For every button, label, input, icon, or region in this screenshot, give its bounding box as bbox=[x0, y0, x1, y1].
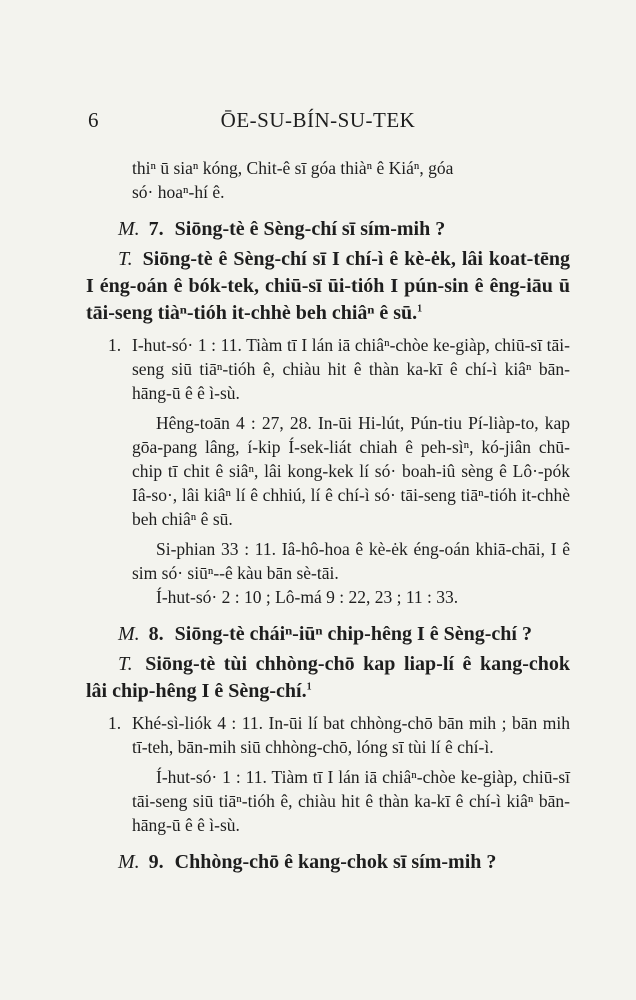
page-header bbox=[88, 108, 548, 138]
question-number: 9. bbox=[148, 851, 164, 873]
question-text: Chhòng-chō ê kang-chok sī sím-mih ? bbox=[174, 851, 497, 873]
ref-text: Khé-sì-liók 4 : 11. In-ūi lí bat chhòng-chō bān mih ; bān mih tī-teh, bān-mih siū chhòng-chō, lóng sī tùi lí ê chí-ì. bbox=[132, 713, 570, 757]
question-label: M. bbox=[118, 623, 140, 645]
scripture-ref-7-2: Hêng-toān 4 : 27, 28. In-ūi Hi-lút, Pún-tiu Pí-liàp-to, kap gōa-pang lâng, í-kip Í-sek-liát chiah ê peh-sìⁿ, kó-jiân chū-chip tī chit ê siâⁿ, lâi kong-kek lí só· boah-iû sèng ê Lô·-pók Iâ-so·, lâi kiâⁿ lí ê chhiú, lí ê chí-ì só· tāi-seng tiāⁿ-tióh it-chhè beh chiâⁿ ê sū. bbox=[132, 413, 570, 529]
footnote-number: 1. bbox=[108, 713, 122, 733]
ref-text: I-hut-só· 1 : 11. Tiàm tī I lán iā chiâⁿ-chòe ke-giàp, chiū-sī tāi-seng siū tiāⁿ-tióh ê, chiàu hit ê thàn ka-kī ê chí-ì kiâⁿ bān-hāng-ū ê ê ì-sù. bbox=[132, 335, 570, 403]
scripture-ref-7-4: Í-hut-só· 2 : 10 ; Lô-má 9 : 22, 23 ; 11 : 33. bbox=[156, 587, 459, 607]
question-label: M. bbox=[118, 851, 140, 873]
footnote-marker: 1 bbox=[417, 303, 423, 315]
scripture-ref-7-3: Si-phian 33 : 11. Iâ-hô-hoa ê kè-ėk éng-oán khiā-chāi, I ê sim só· siūⁿ--ê kàu bān sè-tāi. bbox=[132, 539, 570, 583]
page-body bbox=[86, 156, 570, 875]
question-number: 8. bbox=[148, 623, 164, 645]
question-9 bbox=[108, 849, 570, 875]
page-number: 6 bbox=[88, 108, 99, 132]
question-label: M. bbox=[118, 218, 140, 240]
intro-line-1: thiⁿ ū siaⁿ kóng, Chit-ê sī góa thiàⁿ ê Kiáⁿ, góa bbox=[132, 158, 454, 178]
answer-label: T. bbox=[118, 248, 133, 270]
question-number: 7. bbox=[148, 218, 164, 240]
question-text: Siōng-tè cháiⁿ-iūⁿ chip-hêng I ê Sèng-chí ? bbox=[174, 623, 532, 645]
footnote-marker: 1 bbox=[306, 681, 312, 693]
answer-label: T. bbox=[118, 653, 133, 675]
answer-text: Siōng-tè ê Sèng-chí sī I chí-ì ê kè-ėk, lâi koat-tēng I éng-oán ê bók-tek, chiū-sī ūi-tióh I pún-sin ê êng-iāu ū tāi-seng tiàⁿ-tióh it-chhè beh chiâⁿ ê sū. bbox=[86, 248, 570, 324]
question-text: Siōng-tè ê Sèng-chí sī sím-mih ? bbox=[174, 218, 446, 240]
answer-7 bbox=[86, 246, 570, 327]
answer-8 bbox=[86, 651, 570, 705]
scripture-ref-8-2: Í-hut-só· 1 : 11. Tiàm tī I lán iā chiâⁿ-chòe ke-giàp, chiū-sī tāi-seng siū tiāⁿ-tióh ê, chiàu hit ê thàn ka-kī ê chí-ì kiâⁿ bān-hāng-ū ê ê ì-sù. bbox=[132, 767, 570, 835]
intro-line-2: só· hoaⁿ-hí ê. bbox=[132, 182, 225, 202]
footnote-number: 1. bbox=[108, 335, 122, 355]
scripture-ref-8-1 bbox=[108, 711, 570, 759]
scripture-ref-7-1 bbox=[108, 333, 570, 405]
answer-text: Siōng-tè tùi chhòng-chō kap liap-lí ê kang-chok lâi chip-hêng I ê Sèng-chí. bbox=[86, 653, 570, 702]
question-7 bbox=[108, 216, 570, 242]
running-title: ŌE-SU-BÍN-SU-TEK bbox=[220, 108, 416, 132]
question-8 bbox=[108, 621, 570, 647]
